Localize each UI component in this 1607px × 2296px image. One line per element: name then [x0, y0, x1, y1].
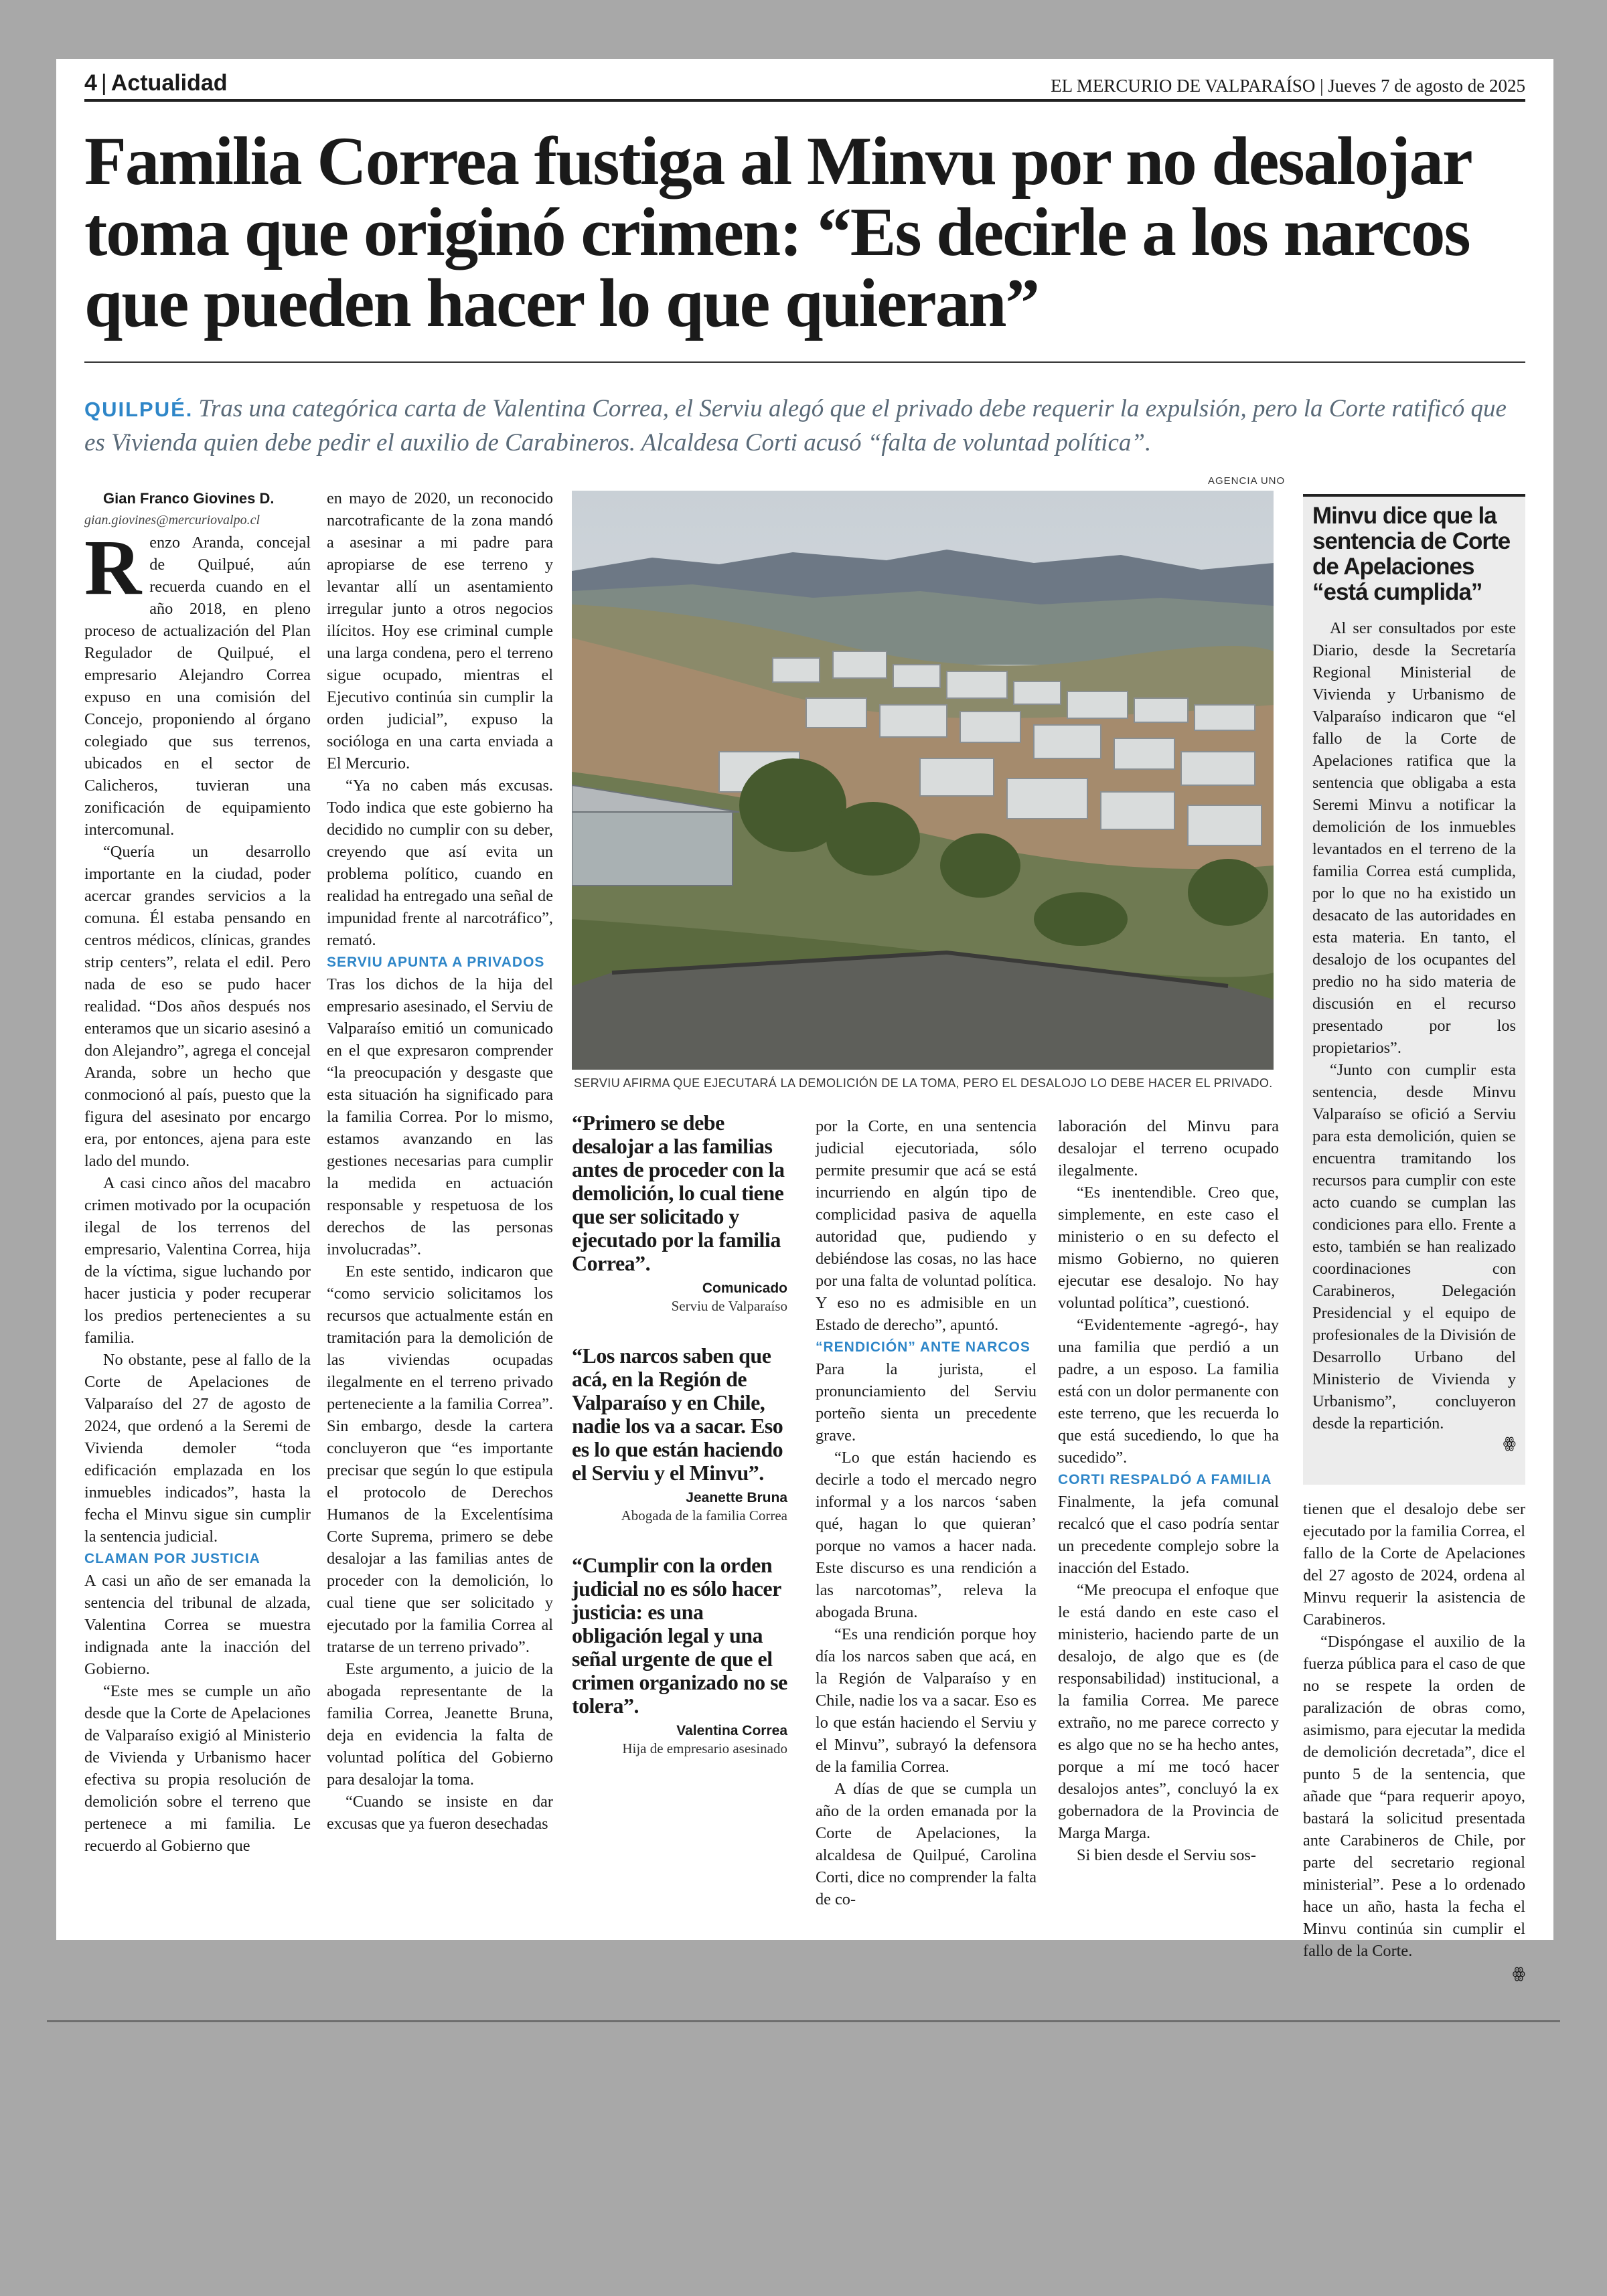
lead-text: Tras una categórica carta de Valentina Correa, el Serviu alegó que el privado debe requerir la expulsión, pero la Corte ratificó que es Vivienda quien debe pedir el auxilio de Carabineros. Alcaldesa Corti acusó “falta de voluntad política”.	[84, 395, 1507, 457]
divider	[84, 361, 1525, 363]
newspaper-page	[56, 59, 1553, 1981]
paragraph: Finalmente, la jefa comunal recalcó que el caso podría sentar un precedente complejo sobre la inacción del Estado.	[1058, 1493, 1279, 1577]
photo-credit: AGENCIA UNO	[1208, 475, 1286, 487]
section-name: Actualidad	[110, 70, 228, 96]
paragraph: “Lo que están haciendo es decirle a todo el mercado negro informal y a los narcos ‘saben qué, hagan lo que quieran’ porque no vamos a hacer nada. Este discurso es una rendición a las narcotomas”, releva la abogada Bruna.	[816, 1449, 1037, 1621]
paragraph: “Evidentemente -agregó-, hay una familia que perdió a un padre, a un esposo. La familia está con un dolor permanente con este terreno, que les recuerda lo que está sucediendo, lo que ha sucedido”.	[1058, 1316, 1279, 1467]
bottom-rule	[47, 2020, 1560, 2022]
page-number: 4	[84, 70, 97, 96]
paragraph: En este sentido, indicaron que “como servicio solicitamos los recursos que actualmente están en tramitación para la demolición de las viviendas ocupadas ilegalmente en el terreno privado perteneciente a la familia Correa”. Sin embargo, desde la cartera concluyeron que “es importante precisar que según lo que estipula el protocolo de Derechos Humanos de la Excelentísima Corte Suprema, primero se debe desalojar a las familias antes de proceder con la demolición, lo cual tiene que ser solicitado y ejecutado por la familia Correa al tratarse de un terreno privado”.	[327, 1262, 553, 1656]
byline-email[interactable]: gian.giovines@mercuriovalpo.cl	[84, 513, 260, 527]
headline: Familia Correa fustiga al Minvu por no desalojar toma que originó crimen: “Es decirle a los narcos que pueden hacer lo que quieran”	[84, 123, 1470, 341]
quote-text: “Cumplir con la orden judicial no es sólo hacer justicia: es una obligación legal y una señal urgente de que el crimen organizado no se tolera”.	[572, 1553, 787, 1718]
folio-right: EL MERCURIO DE VALPARAÍSO | Jueves 7 de agosto de 2025	[1051, 76, 1525, 96]
pull-quote	[572, 1554, 787, 1757]
folio-bar	[84, 66, 1525, 102]
paragraph: Al ser consultados por este Diario, desde la Secretaría Regional Ministerial de Vivienda y Urbanismo de Valparaíso indicaron que “el fallo de la Corte de Apelaciones ratifica que la sentencia que obligaba a esta Seremi Minvu a notificar la demolición de los inmuebles levantados en el terreno de la familia Correa está cumplida, por lo que no ha existido un desacato de las autoridades en esta materia. En tanto, el desalojo de los ocupantes del predio no ha sido materia de discusión en el recurso presentado por los propietarios”.	[1312, 619, 1516, 1057]
column-6	[1303, 1498, 1525, 1984]
paragraph: “Es una rendición porque hoy día los narcos saben que acá, en la Región de Valparaíso y en Chile, nadie los va a sacar. Eso es lo que están haciendo el Serviu y el Minvu”, subrayó la defensora de la familia Correa.	[816, 1625, 1037, 1776]
issue-date: Jueves 7 de agosto de 2025	[1328, 76, 1525, 96]
subhead: CORTI RESPALDÓ A FAMILIA	[1058, 1472, 1272, 1487]
lead-kicker: QUILPUÉ.	[84, 398, 194, 421]
paragraph: “Este mes se cumple un año desde que la Corte de Apelaciones de Valparaíso exigió al Ministerio de Vivienda y Urbanismo hacer efectiva su propia resolución de demolición sobre el terreno que pertenece a mi familia. Le recuerdo al Gobierno que	[84, 1682, 311, 1855]
pull-quote	[572, 1344, 787, 1524]
paragraph: por la Corte, en una sentencia judicial ejecutoriada, sólo permite presumir que acá se está incurriendo en algún tipo de complicidad pasiva de aquella autoridad que, pudiendo y debiéndose las cosas, no las hace por una falta de voluntad política. Y eso no es admisible en un Estado de derecho”, apuntó.	[816, 1117, 1037, 1334]
paragraph: Tras los dichos de la hija del empresario asesinado, el Serviu de Valparaíso emitió un comunicado en el que expresaron comprender “la preocupación y desgaste que esta situación ha significado para la familia Correa. Por lo mismo, estamos avanzando en las gestiones necesarias para cumplir la medida en actuación responsable y respetuosa de los derechos de las personas involucradas”.	[327, 975, 553, 1258]
sidebar-box	[1303, 494, 1525, 1485]
paragraph: No obstante, pese al fallo de la Corte de Apelaciones de Valparaíso del 27 de agosto de 2024, que ordenó a la Seremi de Vivienda demoler “toda edificación emplazada en los inmuebles indicados”, hasta la fecha el Minvu sigue sin cumplir la sentencia judicial.	[84, 1351, 311, 1546]
column-4	[816, 1115, 1037, 1910]
folio-left: 4 | Actualidad	[84, 70, 228, 96]
paragraph: Si bien desde el Serviu sos-	[1077, 1846, 1256, 1864]
column-5	[1058, 1115, 1279, 1866]
paragraph: en mayo de 2020, un reconocido narcotraficante de la zona mandó a asesinar a mi padre para apropiarse de ese terreno y levantar allí un asentamiento irregular junto a otros negocios ilícitos. Hoy ese criminal cumple una larga condena, pero el terreno sigue ocupado, mientras el Ejecutivo continúa sin cumplir la orden judicial”, expuso la socióloga en una carta enviada a El Mercurio.	[327, 489, 553, 772]
paragraph: Renzo Aranda, concejal de Quilpué, aún recuerda cuando en el año 2018, en pleno proceso de actualización del Plan Regulador de Quilpué, el empresario Alejandro Correa expuso en una comisión del Concejo, proponiendo al órgano colegiado que sus terrenos, ubicados en el sector de Calicheros, tuvieran una zonificación de equipamiento intercomunal.	[84, 523, 311, 839]
paragraph: A días de que se cumpla un año de la orden emanada por la Corte de Apelaciones, la alcaldesa de Quilpué, Carolina Corti, dice no comprender la falta de co-	[816, 1780, 1037, 1908]
byline-author: Gian Franco Giovines D.	[103, 490, 275, 507]
pull-quotes	[572, 1111, 787, 1787]
paragraph: “Me preocupa el enfoque que le está dando en este caso el ministerio, haciendo parte de un desalojo, de algo que es (de responsabilidad) institucional, a la familia Correa. Me parece extraño, no me parece correcto y es algo que no se ha hecho antes, porque a mí me tocó hacer desalojos antes”, concluyó la ex gobernadora de la Provincia de Marga Marga.	[1058, 1581, 1279, 1842]
column-1	[84, 487, 311, 1857]
quote-source-role: Abogada de la familia Correa	[621, 1507, 787, 1524]
quote-text: “Los narcos saben que acá, en la Región de Valparaíso y en Chile, nadie los va a sacar. Eso es lo que están haciendo el Serviu y el Minvu”.	[572, 1343, 783, 1485]
lead-paragraph	[84, 392, 1525, 460]
paragraph: “Ya no caben más excusas. Todo indica que este gobierno ha decidido no cumplir con su deber, creyendo que así evita un problema político, cuando en realidad ha entregado una señal de impunidad frente al narcotráfico”, remató.	[327, 776, 553, 949]
photo-illustration	[572, 491, 1274, 1070]
paragraph: tienen que el desalojo debe ser ejecutado por la familia Correa, el fallo de la Corte de Apelaciones del 27 agosto de 2024, ordena al Minvu requerir la asistencia de Carabineros.	[1303, 1500, 1525, 1629]
paper-name: EL MERCURIO DE VALPARAÍSO	[1051, 76, 1316, 96]
column-2	[327, 487, 553, 1835]
subhead: “RENDICIÓN” ANTE NARCOS	[816, 1339, 1030, 1355]
drop-cap: R	[84, 523, 142, 611]
subhead: CLAMAN POR JUSTICIA	[84, 1551, 260, 1566]
paragraph: A casi un año de ser emanada la sentencia del tribunal de alzada, Valentina Correa se muestra indignada ante la inacción del Gobierno.	[84, 1572, 311, 1678]
paragraph: Este argumento, a juicio de la abogada representante de la familia Correa, Jeanette Bruna, deja en evidencia la falta de voluntad política del Gobierno para desalojar la toma.	[327, 1660, 553, 1789]
quote-source-name: Valentina Correa	[676, 1723, 787, 1738]
paragraph: laboración del Minvu para desalojar el terreno ocupado ilegalmente.	[1058, 1117, 1279, 1179]
quote-source-role: Hija de empresario asesinado	[622, 1740, 787, 1756]
end-mark-icon: ꙮ	[1503, 1434, 1516, 1451]
paragraph: “Cuando se insiste en dar excusas que ya fueron desechadas	[327, 1793, 553, 1833]
paragraph: “Quería un desarrollo importante en la ciudad, poder acercar grandes servicios a la comuna. Él estaba pensando en centros médicos, clínicas, grandes strip centers”, relata el edil. Pero nada de eso se pudo hacer realidad. “Dos años después nos enteramos que un sicario asesinó a don Alejandro”, agrega el concejal Aranda, sobre un hecho que conmocionó al país, puesto que la figura del asesinato por encargo era, por entonces, ajena para este lado del mundo.	[84, 843, 311, 1170]
quote-source-role: Serviu de Valparaíso	[671, 1298, 787, 1314]
sidebar-title: Minvu dice que la sentencia de Corte de Apelaciones “está cumplida”	[1312, 503, 1511, 605]
end-mark-icon: ꙮ	[1512, 1965, 1525, 1981]
quote-text: “Primero se debe desalojar a las familias antes de proceder con la demolición, lo cual tiene que ser solicitado y ejecutado por la familia Correa”.	[572, 1111, 785, 1275]
photo-caption: SERVIU AFIRMA QUE EJECUTARÁ LA DEMOLICIÓN DE LA TOMA, PERO EL DESALOJO LO DEBE HACER EL PRIVADO.	[574, 1076, 1273, 1090]
subhead: SERVIU APUNTA A PRIVADOS	[327, 955, 545, 970]
paragraph: “Junto con cumplir esta sentencia, desde Minvu Valparaíso se ofició a Serviu para esta demolición, quien se encuentra tramitando los recursos para cumplir con este acto cuando se cumplan las condiciones para ello. Frente a esto, también se han realizado coordinaciones con Carabineros, Delegación Presidencial y el equipo de profesionales de la División de Desarrollo Urbano del Ministerio de Vivienda y Urbanismo”, concluyeron desde la repartición.	[1312, 1061, 1516, 1432]
settlement-photo	[572, 491, 1274, 1070]
quote-source-name: Comunicado	[702, 1281, 787, 1296]
quote-source-name: Jeanette Bruna	[686, 1490, 787, 1505]
paragraph: Para la jurista, el pronunciamiento del Serviu porteño sienta un precedente grave.	[816, 1360, 1037, 1445]
paragraph: “Es inentendible. Creo que, simplemente, en este caso el ministerio o en su defecto el mismo Gobierno, no quieren ejecutar ese desalojo. No hay voluntad política”, cuestionó.	[1058, 1183, 1279, 1312]
pull-quote	[572, 1111, 787, 1315]
paragraph: “Dispóngase el auxilio de la fuerza pública para el caso de que no se respete la orden de paralización de obras como, asimismo, para ejecutar la medida de demolición decretada”, dice el punto 5 de la sentencia, que añade que “para requerir apoyo, bastará la solicitud presentada ante Carabineros de Chile, por parte del secretario regional ministerial”. Pese a lo ordenado hace un año, hasta la fecha el Minvu continúa sin cumplir el fallo de la Corte.	[1303, 1633, 1525, 1960]
paragraph: A casi cinco años del macabro crimen motivado por la ocupación ilegal de los terrenos del empresario, Valentina Correa, hija de la víctima, sigue luchando por hacer justicia y poder recuperar los predios pertenecientes a su familia.	[84, 1174, 311, 1347]
